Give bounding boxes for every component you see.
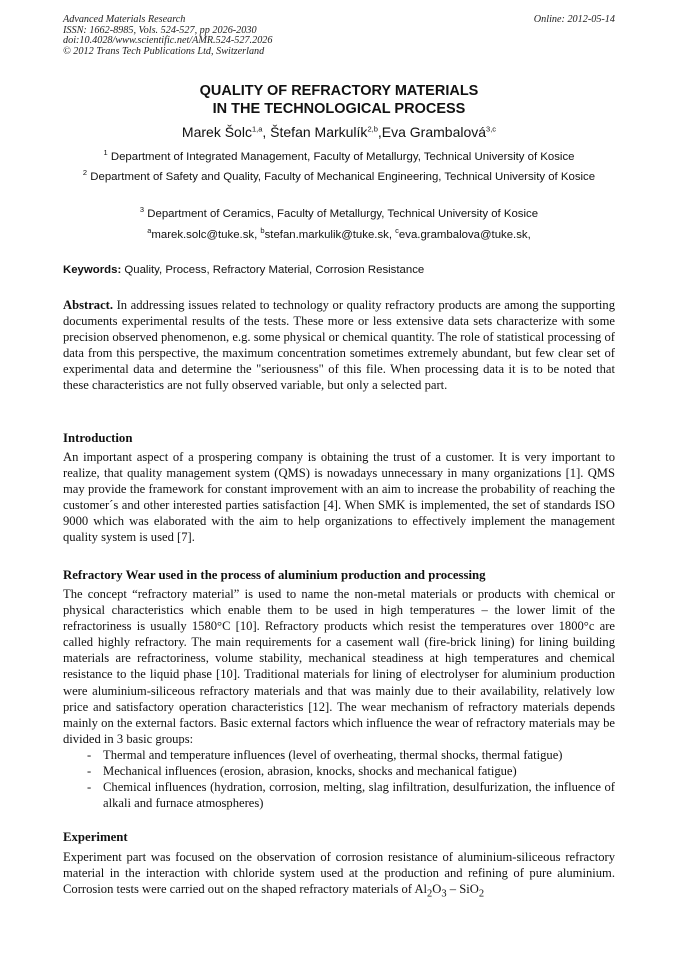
author-name: Štefan Markulík <box>270 124 368 140</box>
author-name: Marek Šolc <box>181 124 252 140</box>
list-item: - Chemical influences (hydration, corrosion, melting, slag infiltration, desulfurization, the influence of alkali and furnace atmospheres) <box>87 780 615 811</box>
journal-name: Advanced Materials Research <box>63 14 186 25</box>
paper-title <box>63 82 615 118</box>
online-date: Online: 2012-05-14 <box>533 14 615 25</box>
abstract-text: In addressing issues related to technology or quality refractory products are among the supporting documents experimental results of the tests. These more or less extensive data sets characterize with some precision observed phenomenon, e.g. some physical or chemical quantity. The role of statistical processing of data from this perspective, the maximum concentration sometimes extremely abundant, but few clear set of experimental data and determine the "seriousness" of this file. When processing data it is to be noted that these characteristics are not fully observed variable, but only a selected part. <box>63 298 615 393</box>
author-name: Eva Grambalová <box>381 124 487 140</box>
wear-heading: Refractory Wear used in the process of aluminium production and processing <box>63 568 486 582</box>
email-list: $^a$marek.solc@tuke.sk, $^b$stefan.markulik@tuke.sk, $^c$eva.grambalova@tuke.sk, <box>147 226 531 241</box>
email-link[interactable]: eva.grambalova@tuke.sk, <box>398 229 531 241</box>
affiliation-1: $^1$ Department of Integrated Management, Faculty of Metallurgy, Technical University of Kosice <box>103 148 575 163</box>
email-link[interactable]: stefan.markulik@tuke.sk, <box>264 229 396 241</box>
keywords-text: Quality, Process, Refractory Material, Corrosion Resistance <box>121 264 425 276</box>
author-sup: 2,b <box>367 124 378 134</box>
doi-line: doi:10.4028/www.scientific.net/AMR.524-527.2026 <box>63 35 273 47</box>
affiliation-2: $^2$ Department of Safety and Quality, Faculty of Mechanical Engineering, Technical University of Kosice <box>82 168 596 183</box>
email-link[interactable]: marek.solc@tuke.sk, <box>151 229 261 241</box>
issn-line: ISSN: 1662-8985, Vols. 524-527, pp 2026-2030 <box>63 24 257 36</box>
abstract <box>63 297 615 394</box>
list-item: - Thermal and temperature influences (level of overheating, thermal shocks, thermal fatigue) <box>87 747 563 762</box>
author-sup: 3,c <box>486 124 497 134</box>
journal-header <box>63 15 615 57</box>
affiliation-3: $^3$ Department of Ceramics, Faculty of Metallurgy, Technical University of Kosice <box>139 205 539 220</box>
wear-text: The concept “refractory material” is used to name the non-metal materials or products with chemical or physical characteristics which enable them to be used in high temperatures – the lower limit of the refractoriness is usually 1580°C [10]. Refractory products which resist the temperatures over 1800°c are called highly refractory. The main requirements for a casement wall (fire-brick lining) for lining building materials are refractoriness, volume stability, mechanical steadiness at high temperatures and chemical resistance to the liquid phase [10]. Traditional materials for lining of electrolyser for aluminium production were aluminium-siliceous refractory materials and that was mainly due to their availability, relatively low price and satisfactory operation characteristics [12]. The wear mechanism of refractory materials depends mainly on the external factors. Basic external factors which influence the wear of refractory materials may be divided in 3 basic groups: <box>63 587 615 746</box>
list-item: - Mechanical influences (erosion, abrasion, knocks, shocks and mechanical fatigue) <box>87 764 517 779</box>
author-list <box>63 123 615 141</box>
author-sep: , <box>377 124 382 140</box>
wear-section <box>63 586 615 811</box>
keywords-label: Keywords: <box>63 264 122 276</box>
title-line-2: IN THE TECHNOLOGICAL PROCESS <box>212 101 466 117</box>
experiment-heading: Experiment <box>63 830 128 844</box>
author-sep: , <box>262 124 271 140</box>
copyright-line: © 2012 Trans Tech Publications Ltd, Switzerland <box>63 45 265 57</box>
wear-factor-list <box>63 747 615 811</box>
author-sup: 1,a <box>251 124 263 134</box>
introduction-heading: Introduction <box>63 431 133 445</box>
title-line-1: QUALITY OF REFRACTORY MATERIALS <box>199 83 479 99</box>
keywords <box>63 262 615 278</box>
introduction-text: An important aspect of a prospering company is obtaining the trust of a customer. It is very important to realize, that quality management system (QMS) is nowadays unnecessary in many organizations [1]. QMS may provide the framework for constant improvement with an aim to increase the probability of reaching the customer´s and other interested parties satisfaction [4]. When SMK is implemented, the set of standards ISO 9000 which was elaborated with the aim to help organizations to effectively implement the management quality system is used [7]. <box>63 450 615 545</box>
abstract-label: Abstract. <box>63 298 114 312</box>
experiment-text: Experiment part was focused on the observation of corrosion resistance of aluminium-siliceous refractory material in the interaction with chloride system used at the production and refining of pure aluminium. Corrosion tests were carried out on the shaped refractory materials of $Al_2O_3 - SiO_2$ <box>63 850 615 900</box>
